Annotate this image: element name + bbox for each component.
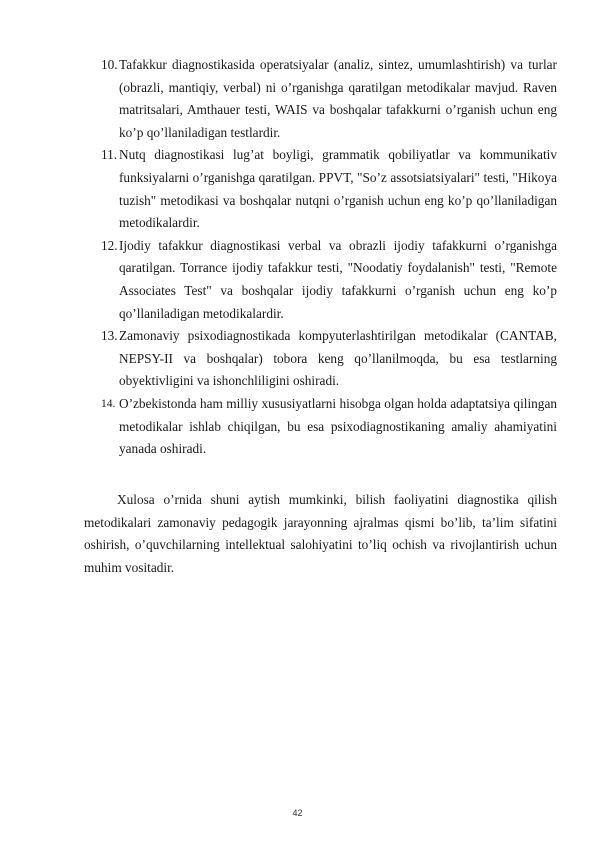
list-item bbox=[101, 235, 557, 325]
list-item-number: 12. bbox=[101, 237, 118, 253]
list-item-number: 14. bbox=[101, 397, 116, 410]
list-item-text: Zamonaviy psixodiagnostikada kompyuterlashtirilgan metodikalar (CANTAB, NEPSY-II va boshqalar) tobora keng qo’llanilmoqda, bu esa testlarning obyektivligini va ishonchliligini oshiradi. bbox=[119, 328, 557, 389]
list-item-text: Nutq diagnostikasi lug’at boyligi, grammatik qobiliyatlar va kommunikativ funksiyalarni o’rganishga qaratilgan. PPVT, "So’z assotsiatsiyalari" testi, "Hikoya tuzish" metodikasi va boshqalar nutqni o’rganish uchun eng ko’p qo’llaniladigan metodikalardir. bbox=[119, 147, 557, 231]
list-item bbox=[101, 393, 557, 461]
list-item-number: 11. bbox=[101, 147, 118, 163]
numbered-list bbox=[101, 54, 557, 461]
list-item bbox=[101, 144, 557, 234]
list-item-text: Ijodiy tafakkur diagnostikasi verbal va obrazli ijodiy tafakkurni o’rganishga qaratilgan. Torrance ijodiy tafakkur testi, "Noodatiy foydalanish" testi, "Remote Associates Test" va boshqalar ijodiy tafakkurni o’rganish uchun eng ko’p qo’llaniladigan metodikalardir. bbox=[119, 237, 557, 321]
conclusion-paragraph: Xulosa o’rnida shuni aytish mumkinki, bilish faoliyatini diagnostika qilish metodikalari zamonaviy pedagogik jarayonning ajralmas qismi bo’lib, ta’lim sifatini oshirish, o’quvchilarning intellektual salohiyatini to’liq ochish va rivojlantirish uchun muhim vositadir. bbox=[84, 492, 557, 575]
list-item bbox=[101, 54, 557, 144]
list-item bbox=[101, 325, 557, 393]
list-item-number: 13. bbox=[101, 328, 118, 344]
list-item-text: O’zbekistonda ham milliy xususiyatlarni hisobga olgan holda adaptatsiya qilingan metodikalar ishlab chiqilgan, bu esa psixodiagnostikaning amaliy ahamiyatini yanada oshiradi. bbox=[119, 395, 557, 457]
list-item-text: Tafakkur diagnostikasida operatsiyalar (analiz, sintez, umumlashtirish) va turlar (obrazli, mantiqiy, verbal) ni o’rganishga qaratilgan metodikalar mavjud. Raven matritsalari, Amthauer testi, WAIS va boshqalar tafakkurni o’rganish uchun eng ko’p qo’llaniladigan testlardir. bbox=[119, 57, 557, 140]
page-number: 42 bbox=[292, 808, 303, 818]
list-item-number: 10. bbox=[101, 57, 118, 72]
